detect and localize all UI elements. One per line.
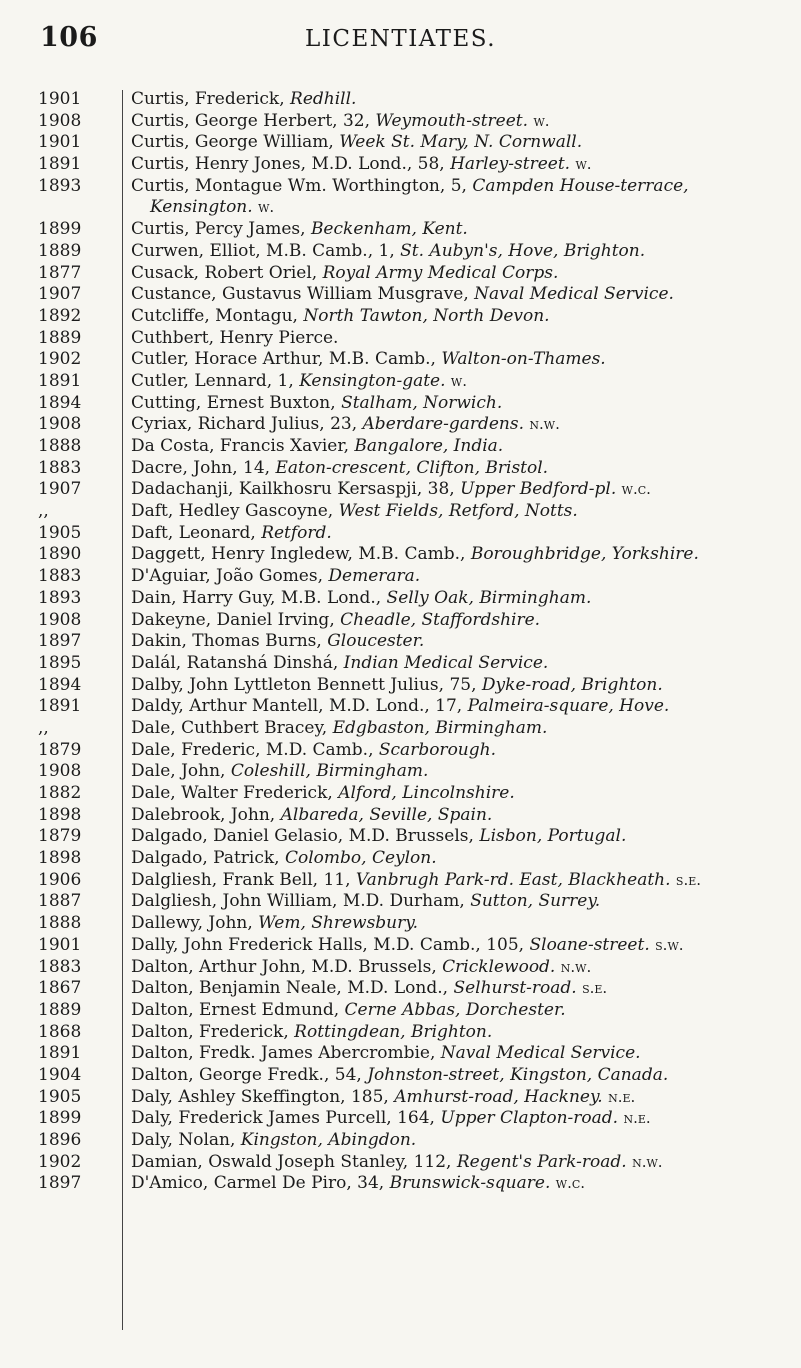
list-item bbox=[0, 1108, 801, 1130]
entry-text bbox=[131, 544, 699, 566]
entry-place: Redhill. bbox=[290, 89, 357, 109]
entry-text bbox=[131, 1152, 663, 1174]
entry-place: Kingston, Abingdon. bbox=[240, 1130, 417, 1150]
list-item bbox=[0, 696, 801, 718]
list-item bbox=[0, 631, 801, 653]
list-item bbox=[0, 523, 801, 545]
entry-year: 1891 bbox=[38, 154, 82, 175]
entry-name: Daly, Frederick James Purcell, 164, bbox=[131, 1108, 441, 1129]
entry-text bbox=[131, 1043, 641, 1065]
list-item bbox=[0, 197, 801, 219]
entry-name: Dalgliesh, John William, M.D. Durham, bbox=[131, 891, 471, 912]
entry-year: 1888 bbox=[38, 436, 82, 456]
entry-year: 1889 bbox=[38, 327, 82, 348]
entry-postal-district: s.e. bbox=[582, 979, 608, 998]
list-item bbox=[0, 1065, 801, 1087]
entry-place: Eaton-crescent, Clifton, Bristol. bbox=[275, 457, 549, 478]
entry-place: West Fields, Retford, Notts. bbox=[338, 501, 578, 522]
list-item bbox=[0, 328, 801, 350]
list-item bbox=[0, 740, 801, 762]
entry-postal-district: s.e. bbox=[675, 870, 702, 889]
entry-text bbox=[131, 761, 428, 783]
entry-name: Curwen, Elliot, M.B. Camb., 1, bbox=[131, 240, 401, 261]
list-item bbox=[0, 957, 801, 979]
list-item bbox=[0, 284, 801, 306]
entry-year: 1908 bbox=[38, 110, 82, 131]
list-item bbox=[0, 1152, 801, 1174]
entry-text bbox=[131, 393, 502, 415]
entry-place: Upper Clapton-road. bbox=[440, 1108, 619, 1129]
entry-name: Cutler, Lennard, 1, bbox=[131, 370, 300, 391]
entry-name: Daggett, Henry Ingledew, M.B. Camb., bbox=[131, 544, 471, 565]
page-number: 106 bbox=[40, 22, 98, 53]
list-item bbox=[0, 1022, 801, 1044]
entry-place: Indian Medical Service. bbox=[343, 652, 549, 673]
entry-text bbox=[131, 957, 591, 979]
entry-name: Curtis, Henry Jones, M.D. Lond., 58, bbox=[131, 154, 451, 175]
entry-name: Dale, Walter Frederick, bbox=[131, 783, 339, 803]
entry-postal-district: n.w. bbox=[560, 957, 592, 976]
list-item bbox=[0, 826, 801, 848]
entry-place: Edgbaston, Birmingham. bbox=[332, 717, 548, 738]
entry-text bbox=[131, 436, 503, 458]
entry-year: 1908 bbox=[38, 609, 82, 630]
entry-text bbox=[131, 696, 669, 718]
list-item bbox=[0, 154, 801, 176]
entry-text bbox=[131, 783, 515, 805]
entry-place: Bangalore, India. bbox=[354, 436, 504, 456]
list-item bbox=[0, 176, 801, 198]
entry-year: 1904 bbox=[38, 1064, 82, 1085]
entry-place: Coleshill, Birmingham. bbox=[230, 761, 429, 782]
entry-name: Dale, John, bbox=[131, 761, 231, 782]
entry-year: 1895 bbox=[38, 652, 82, 673]
entry-place: Harley-street. bbox=[450, 154, 571, 175]
entry-name: Daft, Hedley Gascoyne, bbox=[131, 501, 339, 522]
list-item bbox=[0, 848, 801, 870]
entry-postal-district: n.w. bbox=[529, 415, 560, 434]
list-item bbox=[0, 566, 801, 588]
entry-name: Curtis, George Herbert, 32, bbox=[131, 110, 376, 131]
entry-place: Selhurst-road. bbox=[453, 978, 577, 999]
entry-postal-district: n.e. bbox=[608, 1087, 636, 1106]
list-item bbox=[0, 111, 801, 133]
entry-name: Dalgado, Daniel Gelasio, M.D. Brussels, bbox=[131, 826, 480, 847]
entry-name: Dalby, John Lyttleton Bennett Julius, 75, bbox=[131, 674, 482, 695]
entry-text bbox=[131, 306, 550, 328]
entry-year: 1897 bbox=[38, 1173, 82, 1194]
entry-text bbox=[131, 371, 467, 393]
entry-year: 1882 bbox=[38, 783, 82, 803]
entry-text bbox=[131, 219, 468, 241]
entry-text bbox=[131, 523, 332, 545]
entry-name: Dale, Cuthbert Bracey, bbox=[131, 717, 333, 738]
entry-place: Johnston-street, Kingston, Canada. bbox=[367, 1064, 669, 1085]
entry-text bbox=[131, 1108, 651, 1130]
list-item bbox=[0, 913, 801, 935]
entry-year: 1899 bbox=[38, 1108, 82, 1129]
entry-name: Daft, Leonard, bbox=[131, 522, 262, 543]
entry-name: Curtis, Frederick, bbox=[131, 89, 291, 109]
entry-text bbox=[131, 349, 606, 371]
entry-place: Vanbrugh Park-rd. East, Blackheath. bbox=[355, 869, 671, 890]
entry-place: Wem, Shrewsbury. bbox=[258, 913, 419, 934]
entry-name: Dadachanji, Kailkhosru Kersaspji, 38, bbox=[131, 479, 461, 500]
entry-place: Boroughbridge, Yorkshire. bbox=[470, 544, 699, 565]
entry-name: Dalgliesh, Frank Bell, 11, bbox=[131, 869, 356, 890]
entry-place: Week St. Mary, N. Cornwall. bbox=[339, 132, 583, 153]
entry-text bbox=[131, 1173, 585, 1195]
entry-name: Curtis, Percy James, bbox=[131, 219, 311, 240]
list-item bbox=[0, 349, 801, 371]
entry-text bbox=[131, 891, 600, 913]
entry-text bbox=[131, 458, 548, 480]
entry-name: Dally, John Frederick Halls, M.D. Camb., 105, bbox=[131, 934, 530, 955]
entry-year: 1905 bbox=[38, 1086, 82, 1107]
entry-place: Walton-on-Thames. bbox=[441, 349, 606, 370]
entry-year: 1908 bbox=[38, 414, 82, 435]
entry-text bbox=[131, 1022, 492, 1044]
entry-name: Dalton, Fredk. James Abercrombie, bbox=[131, 1043, 441, 1064]
entry-name: Damian, Oswald Joseph Stanley, 112, bbox=[131, 1151, 457, 1172]
entry-text bbox=[131, 501, 578, 523]
licentiate-list bbox=[0, 89, 801, 1195]
entry-name: Cutcliffe, Montagu, bbox=[131, 305, 304, 326]
page-header bbox=[0, 22, 801, 56]
entry-postal-district: w. bbox=[575, 155, 592, 174]
list-item bbox=[0, 588, 801, 610]
entry-text bbox=[131, 414, 560, 436]
entry-postal-district: n.w. bbox=[632, 1152, 663, 1171]
entry-year: 1890 bbox=[38, 544, 82, 565]
entry-place: Palmeira-square, Hove. bbox=[467, 696, 670, 717]
list-item bbox=[0, 89, 801, 111]
list-item bbox=[0, 414, 801, 436]
entry-place: Sutton, Surrey. bbox=[470, 891, 601, 912]
entry-place: Aberdare-gardens. bbox=[362, 414, 524, 435]
list-item bbox=[0, 1173, 801, 1195]
entry-year: ,, bbox=[38, 717, 49, 738]
entry-year: 1891 bbox=[38, 370, 82, 391]
entry-name: Dalton, Benjamin Neale, M.D. Lond., bbox=[131, 978, 454, 999]
entry-year: 1894 bbox=[38, 392, 82, 413]
entry-year: 1889 bbox=[38, 999, 82, 1020]
entry-place: Lisbon, Portugal. bbox=[479, 826, 627, 847]
entry-name: Dakeyne, Daniel Irving, bbox=[131, 609, 341, 630]
list-item bbox=[0, 1043, 801, 1065]
entry-year: 1905 bbox=[38, 522, 82, 543]
entry-text bbox=[131, 870, 701, 892]
entry-postal-district: w. bbox=[258, 198, 275, 217]
list-item bbox=[0, 805, 801, 827]
entry-name: Custance, Gustavus William Musgrave, bbox=[131, 284, 475, 305]
entry-year: 1899 bbox=[38, 219, 82, 240]
list-item bbox=[0, 458, 801, 480]
entry-text bbox=[131, 1065, 668, 1087]
list-item bbox=[0, 479, 801, 501]
entry-text bbox=[131, 740, 496, 762]
list-item bbox=[0, 132, 801, 154]
entry-year: 1907 bbox=[38, 284, 82, 305]
entry-text bbox=[131, 241, 645, 263]
entry-name: Daly, Ashley Skeffington, 185, bbox=[131, 1086, 395, 1107]
entry-year: 1897 bbox=[38, 631, 82, 652]
entry-text bbox=[131, 718, 547, 740]
entry-name: Da Costa, Francis Xavier, bbox=[131, 436, 355, 456]
entry-place: Regent's Park-road. bbox=[456, 1151, 627, 1172]
entry-name: Cutting, Ernest Buxton, bbox=[131, 392, 342, 413]
entry-year: 1898 bbox=[38, 848, 82, 869]
list-item bbox=[0, 978, 801, 1000]
entry-place: Colombo, Ceylon. bbox=[284, 848, 437, 869]
entry-name: Dallewy, John, bbox=[131, 913, 259, 934]
list-item bbox=[0, 1087, 801, 1109]
entry-place: Stalham, Norwich. bbox=[341, 392, 503, 413]
entry-place: Demerara. bbox=[328, 566, 421, 587]
entry-name: Cusack, Robert Oriel, bbox=[131, 262, 323, 283]
list-item bbox=[0, 263, 801, 285]
entry-year: 1902 bbox=[38, 349, 82, 370]
entry-place: North Tawton, North Devon. bbox=[303, 305, 550, 326]
list-item bbox=[0, 306, 801, 328]
entry-place: Brunswick-square. bbox=[389, 1173, 551, 1194]
list-item bbox=[0, 371, 801, 393]
entry-year: 1907 bbox=[38, 479, 82, 500]
entry-year: 1883 bbox=[38, 566, 82, 587]
entry-name: Dalton, Ernest Edmund, bbox=[131, 999, 345, 1020]
entry-name: Daly, Nolan, bbox=[131, 1130, 241, 1150]
entry-text bbox=[131, 826, 626, 848]
entry-text bbox=[131, 176, 689, 198]
entry-place: Sloane-street. bbox=[529, 934, 650, 955]
entry-place: Scarborough. bbox=[378, 739, 496, 760]
entry-place: Dyke-road, Brighton. bbox=[481, 674, 663, 695]
entry-name: Cutler, Horace Arthur, M.B. Camb., bbox=[131, 349, 442, 370]
entry-name: Cyriax, Richard Julius, 23, bbox=[131, 414, 363, 435]
list-item bbox=[0, 675, 801, 697]
entry-text bbox=[131, 132, 582, 154]
entry-place: Kensington-gate. bbox=[299, 370, 446, 391]
entry-text bbox=[131, 848, 437, 870]
entry-name: Cuthbert, Henry Pierce. bbox=[131, 327, 339, 348]
list-item bbox=[0, 891, 801, 913]
list-item bbox=[0, 544, 801, 566]
entry-name: Dain, Harry Guy, M.B. Lond., bbox=[131, 587, 387, 608]
entry-text bbox=[131, 1087, 635, 1109]
entry-place: Cricklewood. bbox=[442, 956, 556, 977]
list-item bbox=[0, 935, 801, 957]
entry-name: Dakin, Thomas Burns, bbox=[131, 631, 328, 652]
entry-year: ,, bbox=[38, 501, 49, 522]
entry-place: Retford. bbox=[261, 522, 332, 543]
entry-text bbox=[131, 154, 592, 176]
entry-text bbox=[131, 263, 558, 285]
entry-year: 1883 bbox=[38, 956, 82, 977]
entry-text bbox=[131, 610, 540, 632]
entry-year: 1894 bbox=[38, 674, 82, 695]
entry-year: 1868 bbox=[38, 1021, 82, 1042]
running-head: LICENTIATES. bbox=[304, 26, 497, 52]
entry-place: Selly Oak, Birmingham. bbox=[386, 587, 592, 608]
entry-place: Rottingdean, Brighton. bbox=[294, 1021, 493, 1042]
entry-text bbox=[131, 328, 338, 350]
entry-text bbox=[131, 1130, 416, 1152]
entry-text bbox=[131, 588, 591, 610]
list-item bbox=[0, 783, 801, 805]
entry-place: Beckenham, Kent. bbox=[310, 219, 468, 240]
entry-text bbox=[131, 935, 684, 957]
entry-postal-district: s.w. bbox=[655, 935, 684, 954]
list-item bbox=[0, 436, 801, 458]
entry-text bbox=[131, 675, 663, 697]
list-item bbox=[0, 501, 801, 523]
entry-text bbox=[131, 653, 548, 675]
entry-year: 1891 bbox=[38, 1043, 82, 1064]
entry-year: 1901 bbox=[38, 89, 82, 109]
entry-text bbox=[131, 913, 418, 935]
entry-place: Naval Medical Service. bbox=[440, 1043, 641, 1064]
list-item bbox=[0, 219, 801, 241]
entry-text bbox=[131, 631, 424, 653]
entry-place: Gloucester. bbox=[327, 631, 425, 652]
list-item bbox=[0, 1000, 801, 1022]
list-item bbox=[0, 653, 801, 675]
entry-place: Royal Army Medical Corps. bbox=[322, 262, 559, 283]
entry-name: Curtis, George William, bbox=[131, 132, 340, 153]
entry-place: Weymouth-street. bbox=[375, 110, 529, 131]
entry-year: 1893 bbox=[38, 175, 82, 196]
entry-year: 1879 bbox=[38, 739, 82, 760]
entry-text bbox=[131, 89, 356, 111]
entry-place: Upper Bedford-pl. bbox=[460, 479, 617, 500]
entry-postal-district: w. bbox=[450, 371, 467, 390]
entry-year: 1883 bbox=[38, 457, 82, 478]
list-item bbox=[0, 1130, 801, 1152]
entry-text bbox=[131, 1000, 566, 1022]
entry-year: 1902 bbox=[38, 1151, 82, 1172]
entry-text bbox=[131, 284, 674, 306]
entry-text bbox=[131, 479, 651, 501]
entry-place: Cheadle, Staffordshire. bbox=[340, 609, 541, 630]
entry-name: Dalton, Arthur John, M.D. Brussels, bbox=[131, 956, 443, 977]
entry-postal-district: w.c. bbox=[621, 480, 651, 499]
entry-name: D'Aguiar, João Gomes, bbox=[131, 566, 329, 587]
list-item bbox=[0, 718, 801, 740]
entry-name: Dalton, Frederick, bbox=[131, 1021, 295, 1042]
list-item bbox=[0, 393, 801, 415]
entry-year: 1888 bbox=[38, 913, 82, 934]
entry-year: 1887 bbox=[38, 891, 82, 912]
entry-postal-district: w.c. bbox=[555, 1174, 586, 1193]
entry-text bbox=[131, 111, 550, 133]
entry-text bbox=[131, 978, 607, 1000]
entry-place: Amhurst-road, Hackney. bbox=[394, 1086, 603, 1107]
entry-place: Kensington. bbox=[150, 197, 253, 218]
entry-name: Curtis, Montague Wm. Worthington, 5, bbox=[131, 175, 473, 196]
entry-place: Albareda, Seville, Spain. bbox=[280, 804, 493, 825]
entry-year: 1896 bbox=[38, 1130, 82, 1150]
entry-name: Dalebrook, John, bbox=[131, 804, 281, 825]
entry-year: 1906 bbox=[38, 869, 82, 890]
entry-text bbox=[131, 805, 492, 827]
entry-name: Daldy, Arthur Mantell, M.D. Lond., 17, bbox=[131, 696, 468, 717]
entry-year: 1908 bbox=[38, 761, 82, 782]
entry-name: Dacre, John, 14, bbox=[131, 457, 276, 478]
entry-name: D'Amico, Carmel De Piro, 34, bbox=[131, 1173, 390, 1194]
entry-name: Dalál, Ratanshá Dinshá, bbox=[131, 652, 344, 673]
entry-year: 1892 bbox=[38, 305, 82, 326]
list-item bbox=[0, 610, 801, 632]
entry-year: 1891 bbox=[38, 696, 82, 717]
entry-year: 1879 bbox=[38, 826, 82, 847]
entry-place: Alford, Lincolnshire. bbox=[338, 783, 515, 803]
entry-place: Naval Medical Service. bbox=[474, 284, 674, 305]
entry-year: 1898 bbox=[38, 804, 82, 825]
list-item bbox=[0, 761, 801, 783]
list-item bbox=[0, 870, 801, 892]
entry-name: Dalton, George Fredk., 54, bbox=[131, 1064, 368, 1085]
entry-place: Cerne Abbas, Dorchester. bbox=[344, 999, 566, 1020]
entry-postal-district: n.e. bbox=[623, 1109, 651, 1128]
entry-year: 1877 bbox=[38, 262, 82, 283]
entry-place: St. Aubyn's, Hove, Brighton. bbox=[400, 240, 646, 261]
entry-place: Campden House-terrace, bbox=[472, 175, 689, 196]
entry-name: Dalgado, Patrick, bbox=[131, 848, 285, 869]
list-item bbox=[0, 241, 801, 263]
entry-year: 1867 bbox=[38, 978, 82, 999]
entry-text bbox=[131, 566, 420, 588]
entry-year: 1901 bbox=[38, 132, 82, 153]
entry-text bbox=[150, 197, 274, 219]
entry-name: Dale, Frederic, M.D. Camb., bbox=[131, 739, 379, 760]
entry-year: 1889 bbox=[38, 240, 82, 261]
entry-postal-district: w. bbox=[533, 111, 550, 130]
entry-year: 1893 bbox=[38, 587, 82, 608]
entry-year: 1901 bbox=[38, 934, 82, 955]
